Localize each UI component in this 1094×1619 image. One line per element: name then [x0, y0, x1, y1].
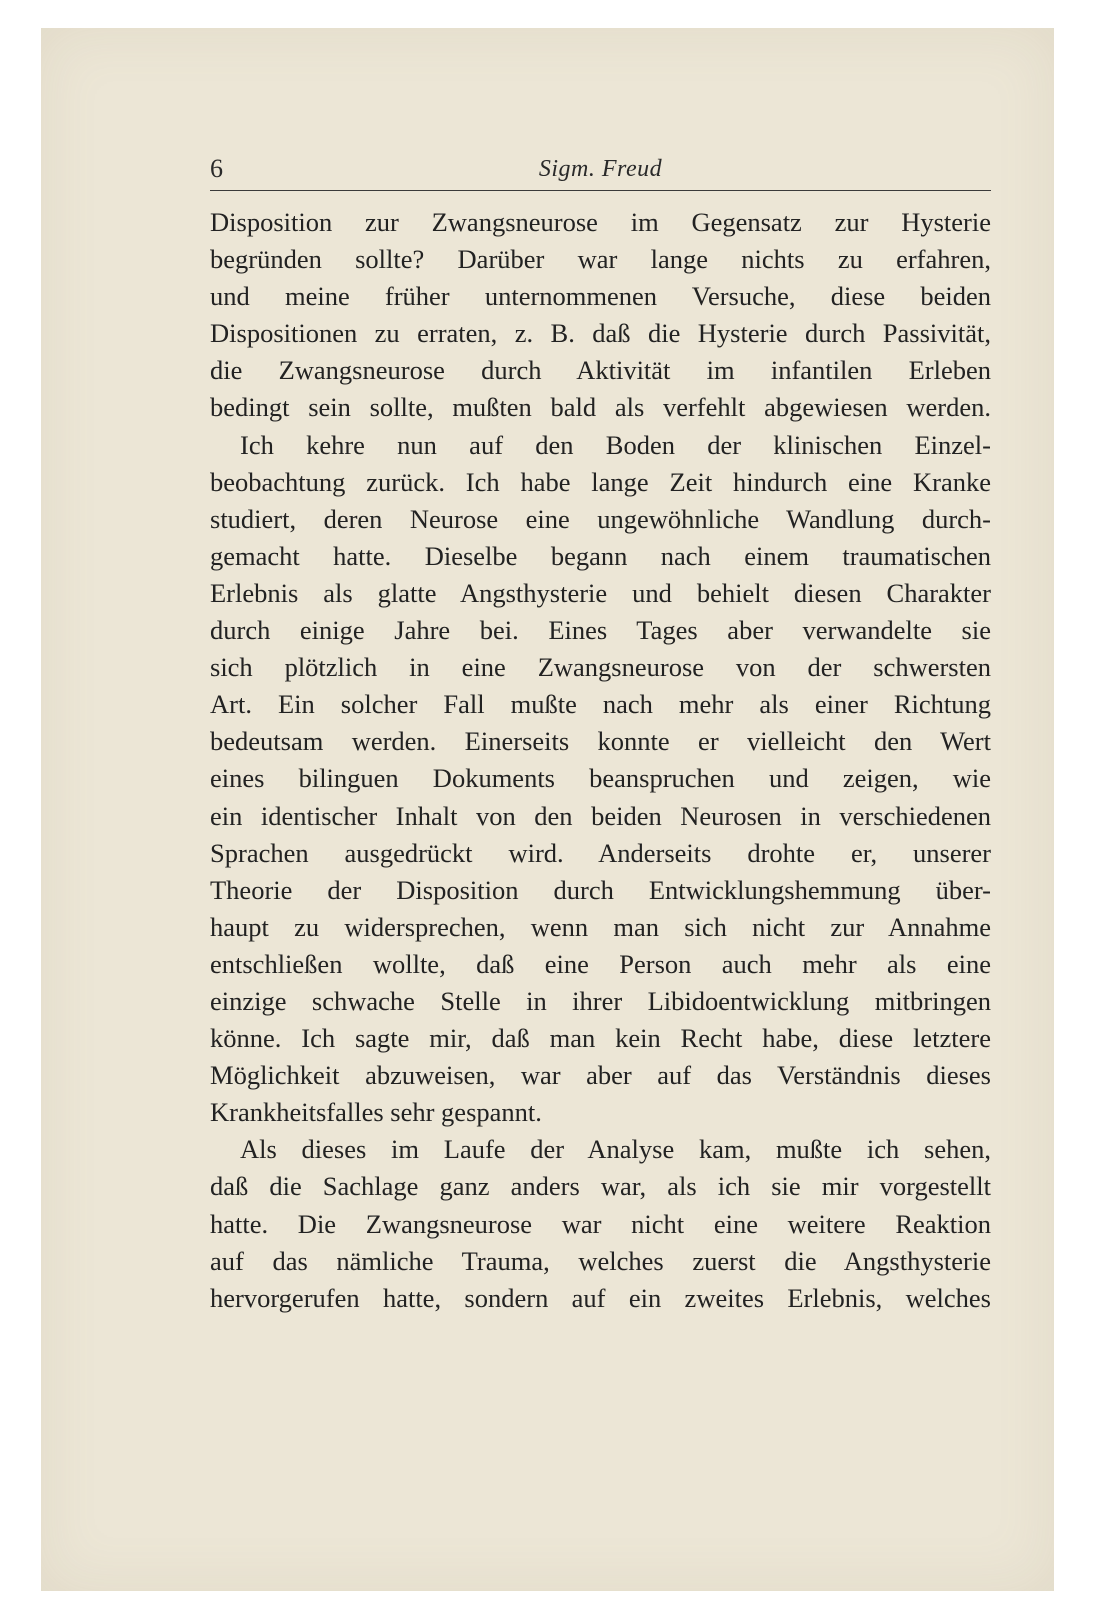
text-line: hervorgerufen hatte, sondern auf ein zweites Erlebnis, welches — [210, 1282, 991, 1313]
text-line: auf das nämliche Trauma, welches zuerst die Angsthysterie — [210, 1245, 991, 1276]
text-line: könne. Ich sagte mir, daß man kein Recht habe, diese letztere — [210, 1023, 991, 1054]
text-line: die Zwangsneurose durch Aktivität im infantilen Erleben — [210, 355, 991, 386]
page-number: 6 — [210, 154, 223, 183]
text-line: studiert, deren Neurose eine ungewöhnliche Wandlung durch- — [210, 503, 991, 534]
text-line: bedeutsam werden. Einerseits konnte er vielleicht den Wert — [210, 726, 991, 757]
text-line: Art. Ein solcher Fall mußte nach mehr als einer Richtung — [210, 689, 991, 720]
text-line: Als dieses im Laufe der Analyse kam, mußte ich sehen, — [240, 1134, 991, 1165]
body-text — [210, 204, 991, 1317]
text-line: und meine früher unternommenen Versuche, diese beiden — [210, 281, 991, 312]
text-line: eines bilinguen Dokuments beanspruchen und zeigen, wie — [210, 763, 991, 794]
text-line: gemacht hatte. Dieselbe begann nach einem traumatischen — [210, 540, 991, 571]
text-line: Disposition zur Zwangsneurose im Gegensatz zur Hysterie — [210, 207, 991, 237]
text-line: haupt zu widersprechen, wenn man sich nicht zur Annahme — [210, 911, 991, 942]
text-line: Ich kehre nun auf den Boden der klinischen Einzel- — [240, 429, 991, 460]
text-line: Sprachen ausgedrückt wird. Anderseits drohte er, unserer — [210, 837, 991, 868]
paragraph-1 — [210, 204, 991, 427]
text-line: Theorie der Disposition durch Entwicklungshemmung über- — [210, 874, 991, 905]
text-line: entschließen wollte, daß eine Person auch mehr als eine — [210, 948, 991, 979]
running-head: Sigm. Freud — [538, 156, 663, 182]
page-header — [210, 150, 991, 191]
text-line: bedingt sein sollte, mußten bald als verfehlt abgewiesen werden. — [210, 392, 991, 423]
text-line: ein identischer Inhalt von den beiden Neurosen in verschiedenen — [210, 800, 991, 831]
text-line: beobachtung zurück. Ich habe lange Zeit hindurch eine Kranke — [210, 466, 991, 497]
text-line: durch einige Jahre bei. Eines Tages aber verwandelte sie — [210, 615, 991, 646]
text-line: Dispositionen zu erraten, z. B. daß die Hysterie durch Passivität, — [210, 318, 991, 349]
text-line: daß die Sachlage ganz anders war, als ich sie mir vorgestellt — [210, 1171, 991, 1202]
text-line: sich plötzlich in eine Zwangsneurose von der schwersten — [210, 652, 991, 683]
text-line: Erlebnis als glatte Angsthysterie und behielt diesen Charakter — [210, 577, 991, 608]
text-line: einzige schwache Stelle in ihrer Libidoentwicklung mitbringen — [210, 985, 991, 1016]
text-line: hatte. Die Zwangsneurose war nicht eine weitere Reaktion — [210, 1208, 991, 1239]
text-line: Krankheitsfalles sehr gespannt. — [210, 1097, 542, 1128]
paragraph-3 — [210, 1131, 991, 1316]
text-line: Möglichkeit abzuweisen, war aber auf das Verständnis dieses — [210, 1060, 991, 1091]
paragraph-2 — [210, 427, 991, 1132]
text-line: begründen sollte? Darüber war lange nichts zu erfahren, — [210, 244, 991, 275]
